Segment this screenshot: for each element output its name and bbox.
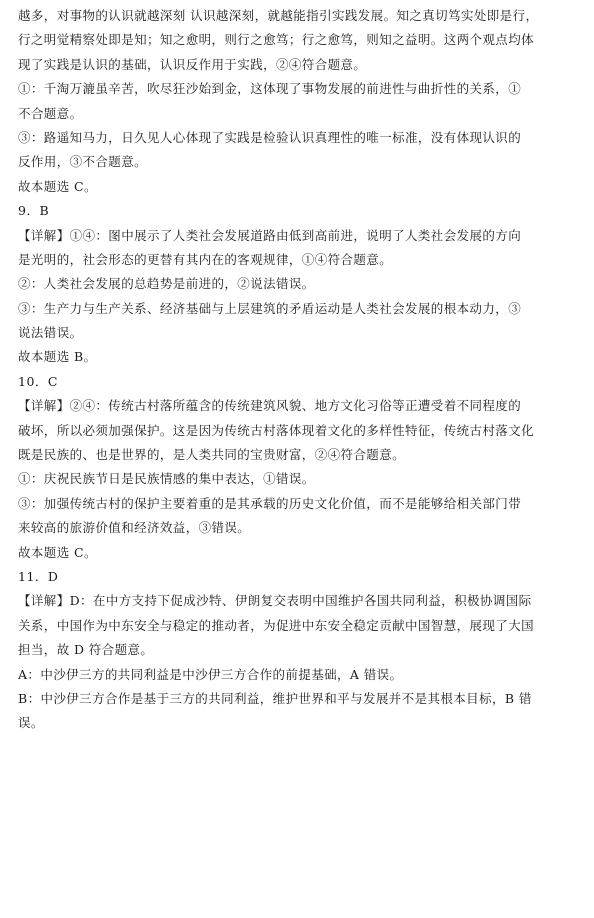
text-line: A：中沙伊三方的共同利益是中沙伊三方合作的前提基础，A 错误。 (18, 666, 403, 682)
conclusion-line: 故本题选 C。 (18, 178, 97, 194)
text-line: 担当，故 D 符合题意。 (18, 642, 154, 658)
conclusion-line: 故本题选 C。 (18, 544, 97, 560)
text-line: ③：路遥知马力，日久见人心体现了实践是检验认识真理性的唯一标准，没有体现认识的 (18, 129, 522, 145)
question-number-9: 9．B (18, 203, 50, 219)
conclusion-line: 故本题选 B。 (18, 349, 97, 365)
text-line: 是光明的，社会形态的更替有其内在的客观规律，①④符合题意。 (18, 251, 393, 267)
text-line: 说法错误。 (18, 325, 83, 341)
text-line: 既是民族的、也是世界的，是人类共同的宝贵财富，②④符合题意。 (18, 447, 406, 463)
text-line: 越多，对事物的认识就越深刻 认识越深刻，就越能指引实践发展。知之真切笃实处即是行， (18, 8, 539, 23)
explanation-line: 【详解】D：在中方支持下促成沙特、伊朗复交表明中国维护各国共同利益，积极协调国际 (18, 593, 532, 609)
text-line: 现了实践是认识的基础，认识反作用于实践，②④符合题意。 (18, 56, 367, 72)
explanation-line: 【详解】②④：传统古村落所蕴含的传统建筑风貌、地方文化习俗等正遭受着不同程度的 (18, 398, 522, 414)
text-line: 反作用，③不合题意。 (18, 154, 148, 170)
text-line: 不合题意。 (18, 105, 83, 121)
text-line: 行之明觉精察处即是知；知之愈明，则行之愈笃；行之愈笃，则知之益明。这两个观点均体 (18, 32, 535, 48)
text-line: B：中沙伊三方合作是基于三方的共同利益，维护世界和平与发展并不是其根本目标，B 错 (18, 690, 532, 706)
question-number-11: 11．D (18, 568, 59, 584)
explanation-line: 【详解】①④：图中展示了人类社会发展道路由低到高前进，说明了人类社会发展的方向 (18, 227, 522, 243)
text-line: 破坏，所以必须加强保护。这是因为传统古村落体现着文化的多样性特征，传统古村落文化 (18, 422, 535, 438)
text-line: ①：庆祝民族节日是民族情感的集中表达，①错误。 (18, 471, 315, 487)
question-number-10: 10．C (18, 373, 58, 389)
text-line: ③：加强传统古村的保护主要着重的是其承载的历史文化价值，而不是能够给相关部门带 (18, 495, 522, 511)
text-line: 误。 (18, 715, 44, 731)
text-line: ③：生产力与生产关系、经济基础与上层建筑的矛盾运动是人类社会发展的根本动力，③ (18, 300, 522, 316)
text-line: 关系，中国作为中东安全与稳定的推动者，为促进中东安全稳定贡献中国智慧，展现了大国 (18, 617, 535, 633)
text-line: ①：千淘万漉虽辛苦，吹尽狂沙始到金，这体现了事物发展的前进性与曲折性的关系，① (18, 81, 522, 97)
text-line: 来较高的旅游价值和经济效益，③错误。 (18, 520, 251, 536)
text-line: ②：人类社会发展的总趋势是前进的，②说法错误。 (18, 276, 315, 292)
